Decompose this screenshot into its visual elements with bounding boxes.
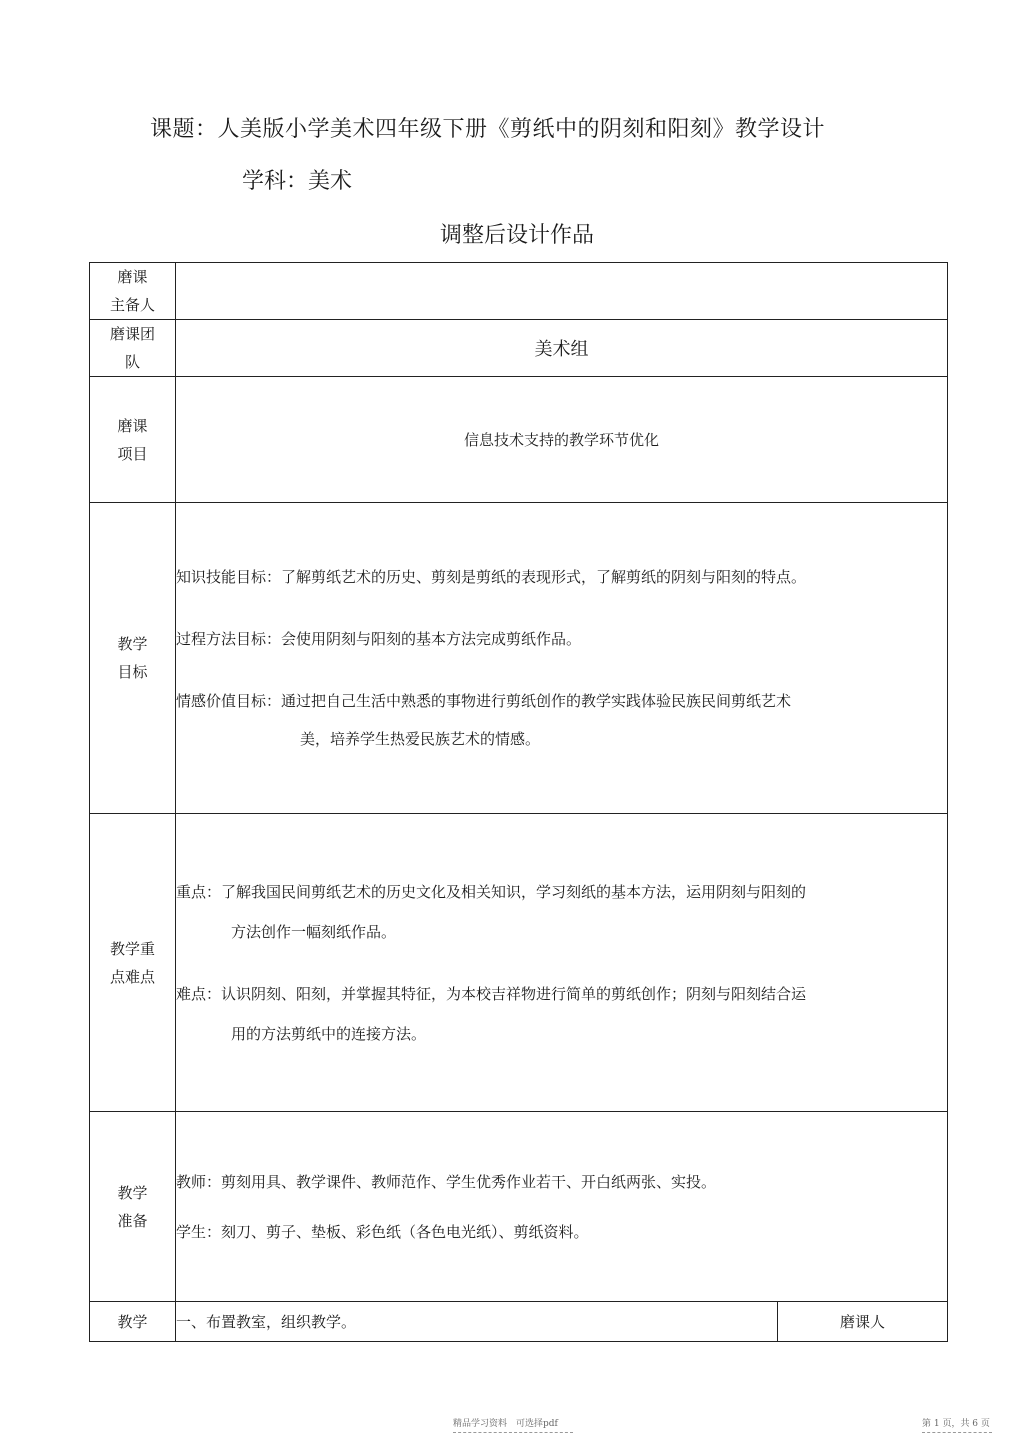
- key-points-content: [176, 814, 948, 1112]
- row-key-points: [90, 814, 948, 1112]
- teaching-process-value: 一、布置教室，组织教学。: [176, 1302, 778, 1342]
- label-team: 磨课团 队: [90, 320, 176, 377]
- row-teaching-goals: [90, 503, 948, 814]
- row-project: [90, 377, 948, 503]
- row-preparation: [90, 1112, 948, 1302]
- student-preparation: 学生：刻刀、剪子、垫板、彩色纸（各色电光纸）、剪纸资料。: [176, 1222, 589, 1241]
- project-value: 信息技术支持的教学环节优化: [176, 377, 948, 503]
- row-team: [90, 320, 948, 377]
- subject-line: 学科：美术: [242, 169, 353, 194]
- label-main-preparer: 磨课 主备人: [90, 263, 176, 320]
- footer-page-number: 第 1 页，共 6 页: [922, 1419, 990, 1429]
- lesson-design-table: [89, 262, 948, 1342]
- reviewer-label: 磨课人: [778, 1302, 948, 1342]
- label-teaching-goals: 教学 目标: [90, 503, 176, 814]
- footer-watermark: 精品学习资料 可选择pdf: [453, 1419, 558, 1429]
- key-point: 重点：了解我国民间剪纸艺术的历史文化及相关知识，学习刻纸的基本方法，运用阴刻与阳刻的: [176, 882, 807, 901]
- row-teaching-process: [90, 1302, 948, 1342]
- team-value: 美术组: [176, 320, 948, 377]
- label-project: 磨课 项目: [90, 377, 176, 503]
- footer-dash-right: [922, 1432, 992, 1433]
- preparation-content: [176, 1112, 948, 1302]
- label-teaching-process: 教学: [90, 1302, 176, 1342]
- row-main-preparer: [90, 263, 948, 320]
- goal-process: 过程方法目标：会使用阴刻与阳刻的基本方法完成剪纸作品。: [176, 630, 582, 648]
- label-preparation: 教学 准备: [90, 1112, 176, 1302]
- goal-emotion: 情感价值目标：通过把自己生活中熟悉的事物进行剪纸创作的教学实践体验民族民间剪纸艺术: [176, 692, 792, 710]
- goal-knowledge: 知识技能目标：了解剪纸艺术的历史、剪刻是剪纸的表现形式，了解剪纸的阴刻与阳刻的特点。: [176, 568, 807, 586]
- difficult-point: 难点：认识阴刻、阳刻，并掌握其特征，为本校吉祥物进行简单的剪纸创作；阴刻与阳刻结合运: [176, 984, 807, 1003]
- work-title: 调整后设计作品: [440, 223, 595, 248]
- label-key-points: 教学重 点难点: [90, 814, 176, 1112]
- document-title: 课题：人美版小学美术四年级下册《剪纸中的阴刻和阳刻》教学设计: [150, 117, 826, 142]
- footer-dash-left: [453, 1432, 573, 1433]
- teaching-goals-content: [176, 503, 948, 814]
- main-preparer-value: [176, 263, 948, 320]
- teacher-preparation: 教师：剪刻用具、教学课件、教师范作、学生优秀作业若干、开白纸两张、实投。: [176, 1172, 717, 1191]
- goal-emotion-cont: 美，培养学生热爱民族艺术的情感。: [300, 730, 541, 748]
- key-point-cont: 方法创作一幅刻纸作品。: [231, 922, 397, 941]
- difficult-point-cont: 用的方法剪纸中的连接方法。: [231, 1024, 427, 1043]
